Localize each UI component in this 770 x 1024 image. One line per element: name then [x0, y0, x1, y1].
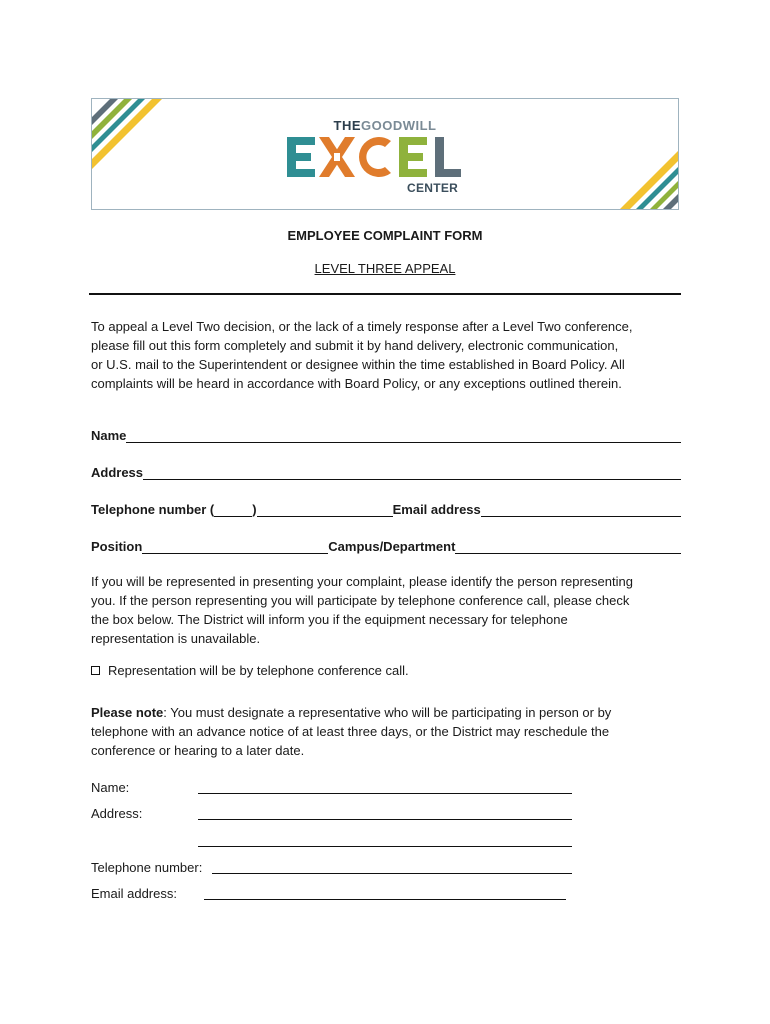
note-paragraph — [91, 703, 681, 760]
intro-line: To appeal a Level Two decision, or the lack of a timely response after a Level Two conference, — [91, 319, 633, 334]
rep-telephone-input-line[interactable] — [212, 873, 572, 874]
note-line: telephone with an advance notice of at least three days, or the District may reschedule the — [91, 724, 610, 739]
rep-name-label: Name: — [91, 780, 130, 795]
name-input-line[interactable] — [126, 428, 681, 443]
representation-line: you. If the person representing you will participate by telephone conference call, please check — [91, 593, 630, 608]
rep-name-input-line[interactable] — [198, 793, 572, 794]
telephone-label: Telephone number ( — [91, 502, 215, 517]
telephone-conference-label: Representation will be by telephone conference call. — [108, 663, 409, 678]
address-field-row — [91, 460, 681, 480]
telephone-email-row — [91, 497, 681, 517]
representation-line: If you will be represented in presenting your complaint, please identify the person representing — [91, 574, 633, 589]
rep-telephone-label: Telephone number: — [91, 860, 203, 875]
intro-line: complaints will be heard in accordance with Board Policy, or any exceptions outlined therein. — [91, 376, 622, 391]
note-bold-label: Please note — [91, 705, 164, 720]
rep-address-input-line[interactable] — [198, 819, 572, 820]
telephone-conference-checkbox[interactable] — [91, 666, 100, 675]
page-title: EMPLOYEE COMPLAINT FORM — [287, 228, 483, 243]
telephone-paren-close: ) — [252, 502, 257, 517]
excel-logo-icon — [287, 133, 487, 183]
campus-input-line[interactable] — [455, 539, 681, 554]
logo-goodwill-text: GOODWILL — [361, 118, 437, 133]
note-line: conference or hearing to a later date. — [91, 743, 305, 758]
email-label: Email address — [392, 502, 481, 517]
rep-address-input-line-2[interactable] — [198, 846, 572, 847]
note-text: : You must designate a representative who will be participating in person or by — [163, 705, 612, 720]
address-label: Address — [91, 465, 144, 480]
representation-line: the box below. The District will inform you if the equipment necessary for telephone — [91, 612, 568, 627]
intro-line: please fill out this form completely and submit it by hand delivery, electronic communication, — [91, 338, 619, 353]
position-label: Position — [91, 539, 143, 554]
email-input-line[interactable] — [481, 502, 681, 517]
intro-paragraph — [91, 317, 681, 393]
page-subtitle: LEVEL THREE APPEAL — [314, 261, 456, 276]
divider — [89, 293, 681, 295]
position-input-line[interactable] — [142, 539, 328, 554]
address-input-line[interactable] — [143, 465, 681, 480]
note-line — [91, 703, 681, 722]
logo-center-text: CENTER — [407, 181, 459, 195]
logo-the-text: THE — [333, 118, 361, 133]
rep-address-label: Address: — [91, 806, 143, 821]
area-code-input-line[interactable] — [214, 502, 252, 517]
representation-line: representation is unavailable. — [91, 631, 261, 646]
logo-banner — [91, 98, 679, 210]
intro-line: or U.S. mail to the Superintendent or designee within the time established in Board Policy. All — [91, 357, 625, 372]
campus-label: Campus/Department — [328, 539, 456, 554]
representation-paragraph — [91, 572, 681, 648]
name-field-row — [91, 423, 681, 443]
name-label: Name — [91, 428, 127, 443]
rep-email-label: Email address: — [91, 886, 177, 901]
logo-tagline — [92, 118, 678, 133]
telephone-conference-option — [91, 663, 409, 678]
position-campus-row — [91, 534, 681, 554]
rep-email-input-line[interactable] — [204, 899, 566, 900]
telephone-input-line[interactable] — [257, 502, 393, 517]
